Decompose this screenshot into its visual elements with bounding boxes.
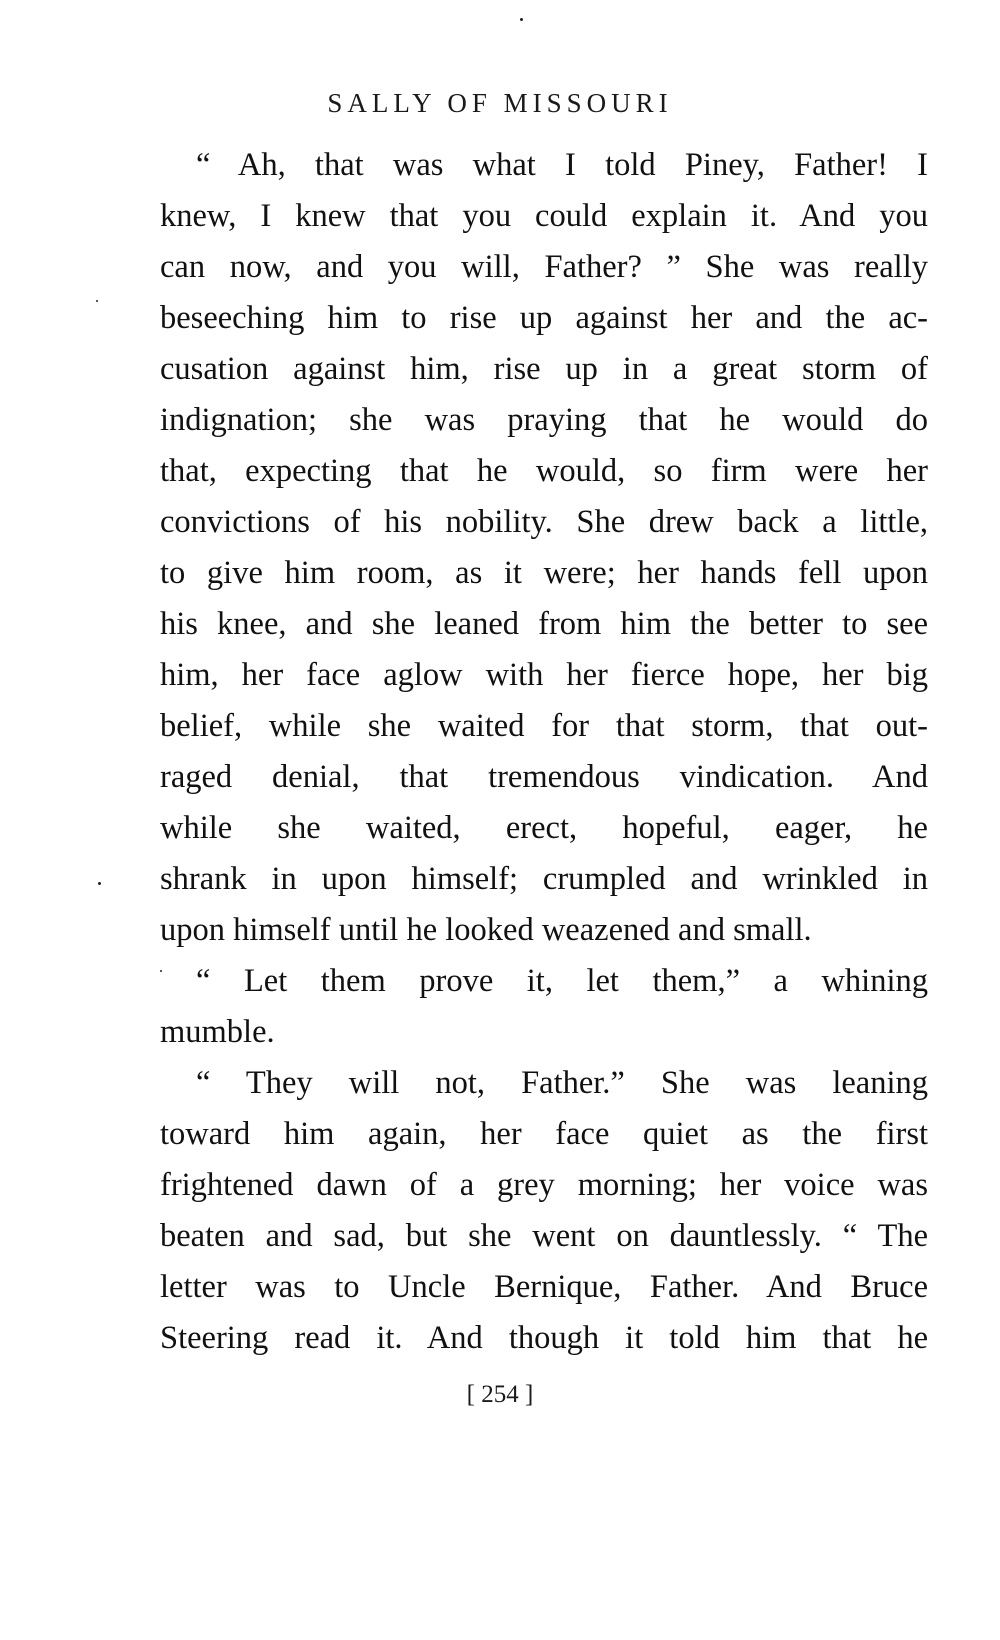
text-line: knew, I knew that you could explain it. And you	[160, 198, 928, 234]
text-line: that, expecting that he would, so firm were her	[160, 453, 928, 489]
text-line: him, her face aglow with her fierce hope, her big	[160, 657, 928, 693]
text-line: upon himself until he looked weazened and small.	[160, 912, 812, 948]
text-line: raged denial, that tremendous vindication. And	[160, 759, 928, 795]
running-head: SALLY OF MISSOURI	[327, 88, 673, 118]
text-line: to give him room, as it were; her hands fell upon	[160, 555, 928, 591]
text-line: while she waited, erect, hopeful, eager, he	[160, 810, 928, 846]
paragraph	[160, 956, 928, 1058]
text-line: belief, while she waited for that storm, that out-	[160, 708, 928, 744]
text-line: mumble.	[160, 1014, 275, 1050]
text-line: can now, and you will, Father? ” She was really	[160, 249, 928, 285]
text-line: beaten and sad, but she went on dauntlessly. “ The	[160, 1218, 928, 1254]
paragraph	[160, 1058, 928, 1364]
text-line: cusation against him, rise up in a great storm of	[160, 351, 928, 387]
text-line: convictions of his nobility. She drew back a little,	[160, 504, 928, 540]
text-line: his knee, and she leaned from him the better to see	[160, 606, 928, 642]
print-speck	[520, 18, 523, 21]
paragraph	[160, 140, 928, 956]
text-line: “ Ah, that was what I told Piney, Father! I	[196, 147, 928, 183]
page-number: [ 254 ]	[466, 1381, 534, 1408]
print-speck	[98, 882, 101, 885]
print-speck	[96, 300, 98, 302]
text-line: Steering read it. And though it told him that he	[160, 1320, 928, 1356]
body-text	[160, 140, 928, 1364]
text-line: “ They will not, Father.” She was leaning	[196, 1065, 928, 1101]
text-line: frightened dawn of a grey morning; her voice was	[160, 1167, 928, 1203]
text-line: indignation; she was praying that he would do	[160, 402, 928, 438]
text-line: “ Let them prove it, let them,” a whining	[196, 963, 928, 999]
text-line: shrank in upon himself; crumpled and wrinkled in	[160, 861, 928, 897]
text-line: letter was to Uncle Bernique, Father. And Bruce	[160, 1269, 928, 1305]
text-line: beseeching him to rise up against her and the ac-	[160, 300, 928, 336]
text-line: toward him again, her face quiet as the first	[160, 1116, 928, 1152]
